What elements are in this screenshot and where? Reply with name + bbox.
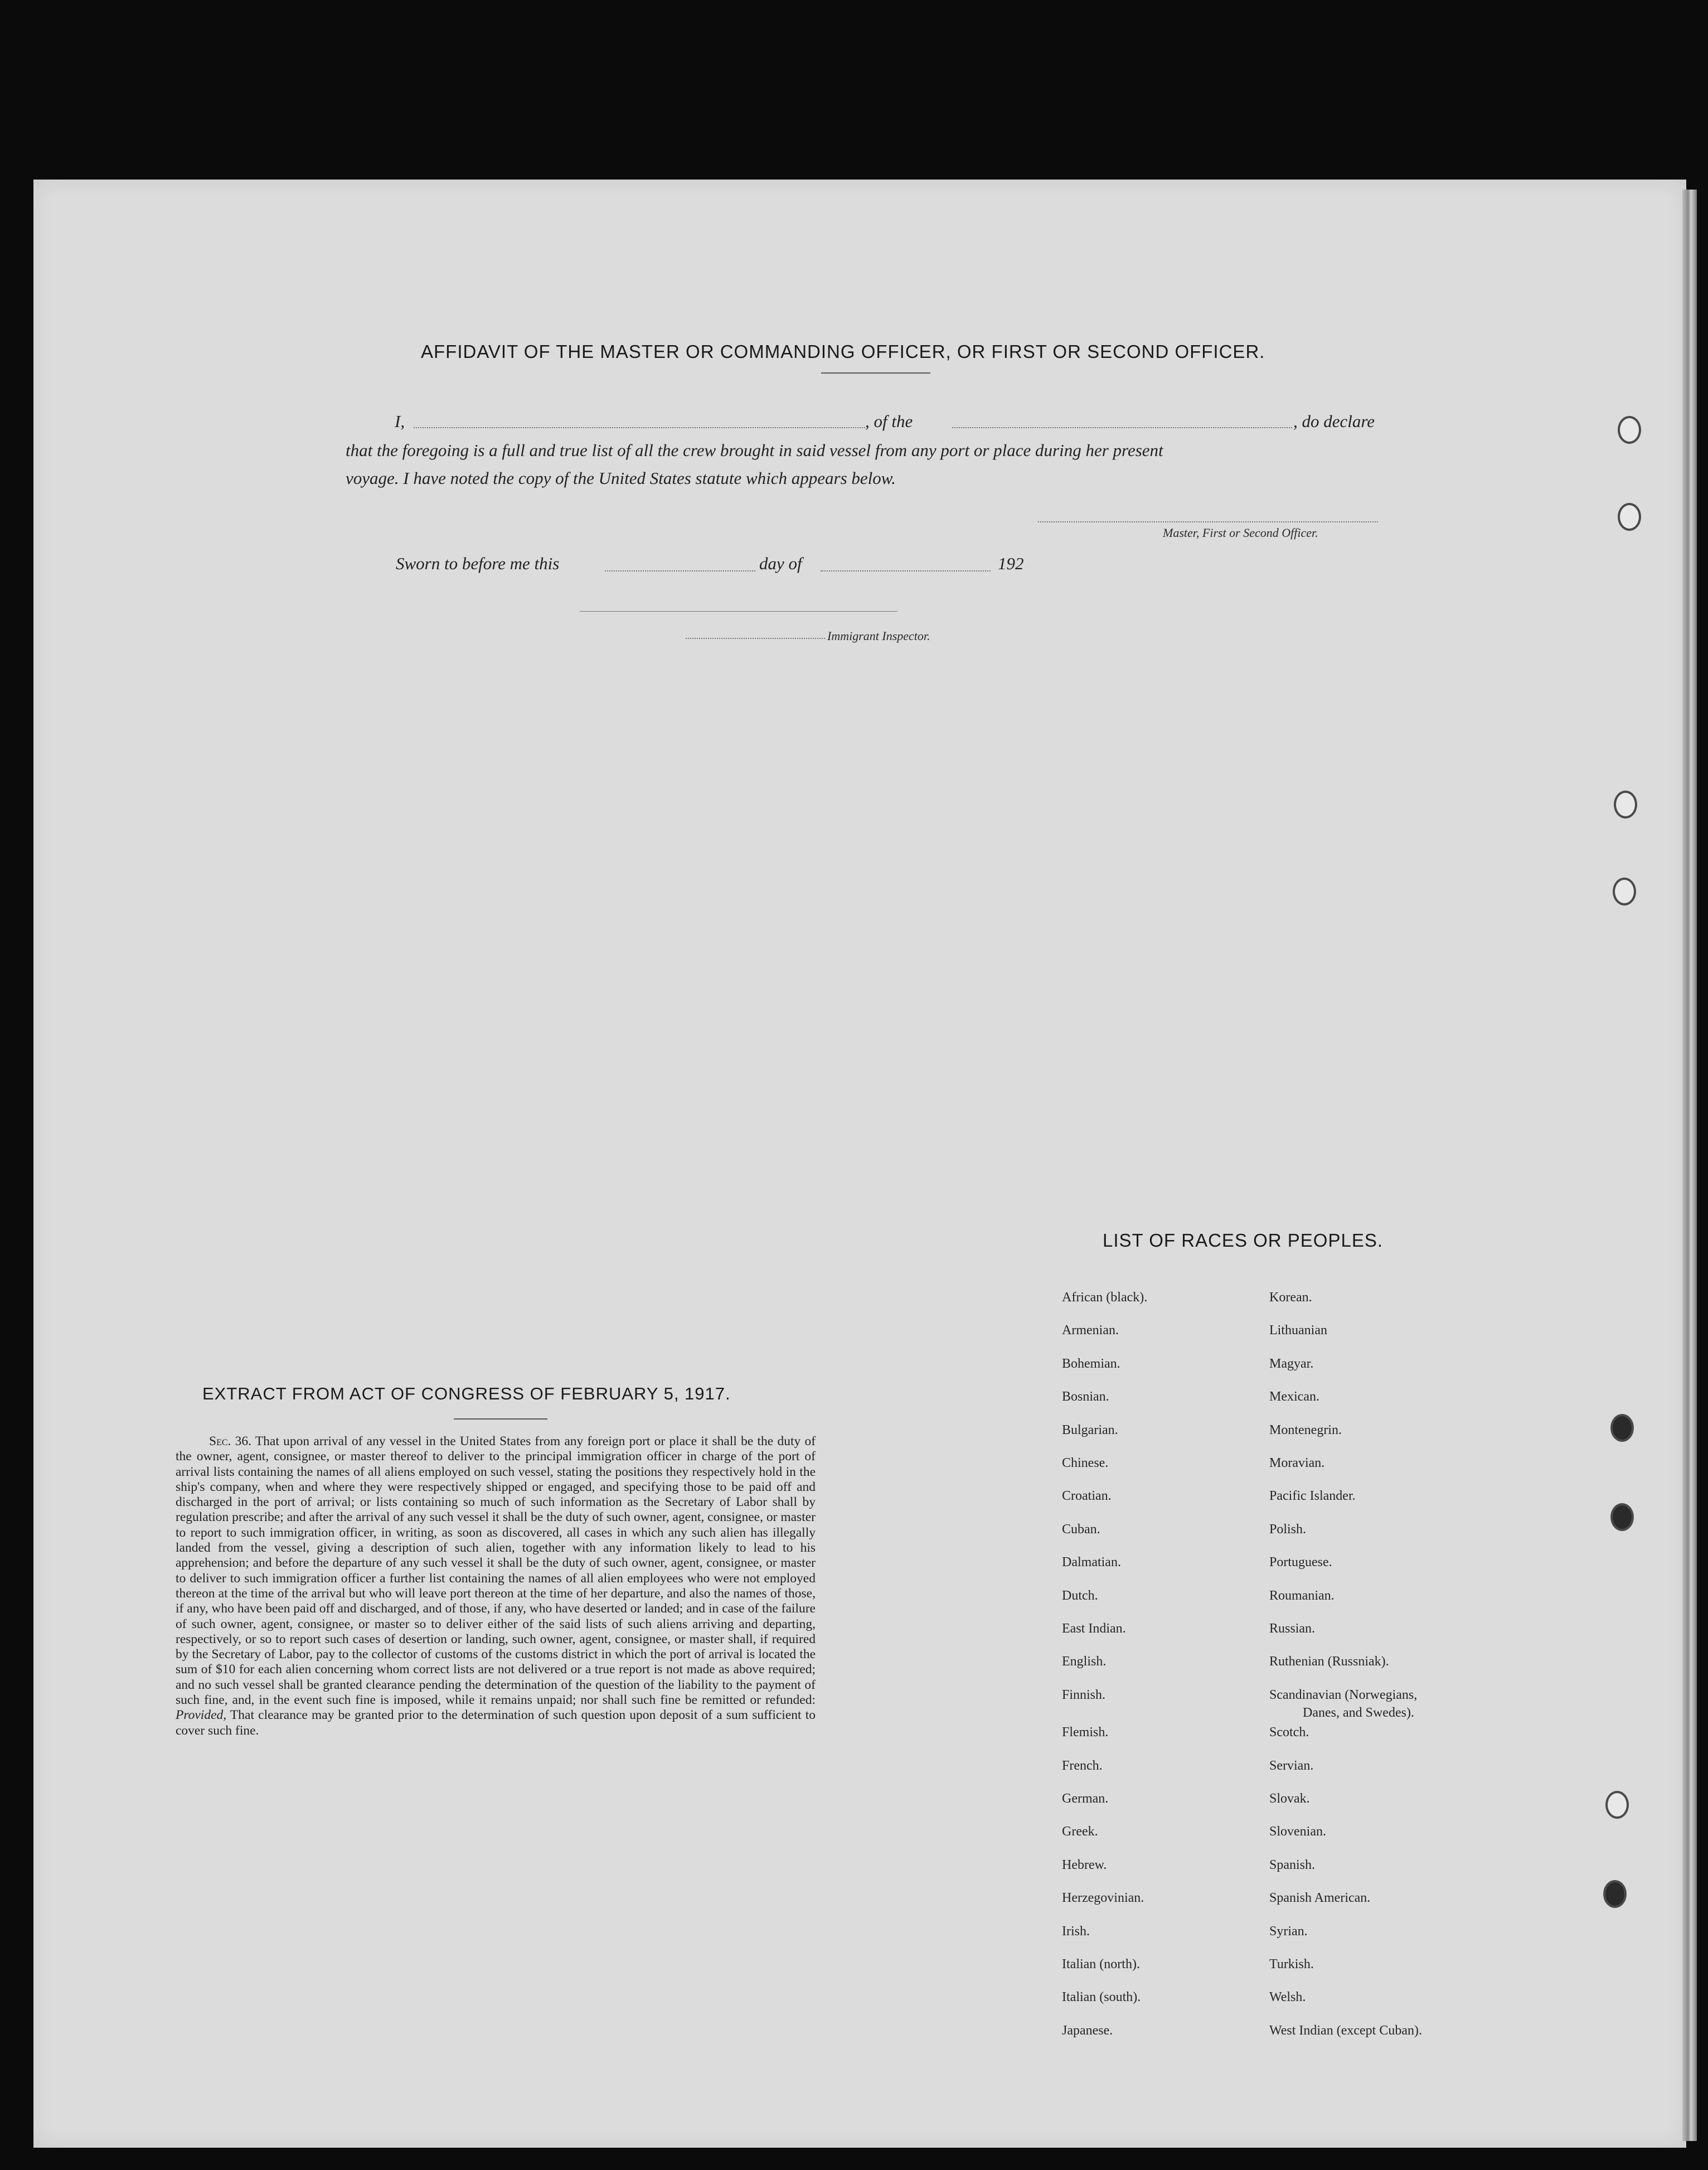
race-item: Magyar. bbox=[1269, 1356, 1314, 1371]
master-name-field[interactable] bbox=[414, 427, 865, 428]
race-item: Roumanian. bbox=[1269, 1588, 1335, 1603]
affidavit-of-the-label: , of the bbox=[865, 411, 913, 431]
binder-hole bbox=[1610, 1503, 1634, 1531]
affidavit-i-label: I, bbox=[395, 411, 405, 431]
race-item: Greek. bbox=[1062, 1824, 1098, 1839]
race-item: Mexican. bbox=[1269, 1389, 1319, 1404]
race-item: Scandinavian (Norwegians, bbox=[1269, 1687, 1418, 1702]
inspector-name-field[interactable] bbox=[580, 611, 897, 612]
binder-hole bbox=[1605, 1791, 1629, 1819]
race-item: Spanish. bbox=[1269, 1857, 1316, 1872]
extract-heading-rule bbox=[454, 1418, 547, 1420]
race-item: German. bbox=[1062, 1791, 1109, 1806]
race-item-continuation: Danes, and Swedes). bbox=[1303, 1705, 1414, 1720]
race-item: French. bbox=[1062, 1758, 1103, 1773]
master-signature-caption: Master, First or Second Officer. bbox=[1163, 526, 1318, 540]
race-item: Moravian. bbox=[1269, 1456, 1325, 1470]
master-signature-field[interactable] bbox=[1038, 521, 1378, 522]
race-item: Chinese. bbox=[1062, 1456, 1109, 1470]
race-item: Irish. bbox=[1062, 1924, 1090, 1939]
race-item: Pacific Islander. bbox=[1269, 1489, 1356, 1504]
race-item: Lithuanian bbox=[1269, 1323, 1327, 1338]
binder-hole bbox=[1613, 878, 1636, 905]
binder-hole bbox=[1618, 416, 1641, 444]
affidavit-line-2: that the foregoing is a full and true list of all the crew brought in said vessel from any port or place during her present bbox=[346, 440, 1163, 460]
race-item: Italian (north). bbox=[1062, 1957, 1140, 1972]
race-item: Finnish. bbox=[1062, 1687, 1106, 1702]
race-item: Japanese. bbox=[1062, 2023, 1113, 2038]
race-item: Spanish American. bbox=[1269, 1891, 1371, 1906]
race-item: Bulgarian. bbox=[1062, 1422, 1118, 1437]
affidavit-heading: AFFIDAVIT OF THE MASTER OR COMMANDING OFFICER, OR FIRST OR SECOND OFFICER. bbox=[421, 341, 1265, 362]
section-label: Sec. 36. bbox=[209, 1434, 251, 1449]
year-label: 192 bbox=[998, 554, 1024, 573]
binder-hole bbox=[1618, 503, 1641, 531]
provided-label: Provided, bbox=[176, 1708, 227, 1723]
race-item: Croatian. bbox=[1062, 1489, 1112, 1504]
race-item: Montenegrin. bbox=[1269, 1422, 1342, 1437]
page-edge bbox=[1682, 190, 1697, 2141]
race-item: Korean. bbox=[1269, 1290, 1312, 1305]
race-item: Servian. bbox=[1269, 1758, 1314, 1773]
race-item: Bosnian. bbox=[1062, 1389, 1109, 1404]
sworn-month-field[interactable] bbox=[821, 570, 991, 571]
race-item: Armenian. bbox=[1062, 1323, 1119, 1338]
race-item: Russian. bbox=[1269, 1621, 1316, 1636]
vessel-name-field[interactable] bbox=[952, 427, 1292, 428]
race-item: Dalmatian. bbox=[1062, 1555, 1121, 1570]
race-item: West Indian (except Cuban). bbox=[1269, 2023, 1422, 2038]
race-item: East Indian. bbox=[1062, 1621, 1126, 1636]
inspector-signature-field[interactable] bbox=[686, 638, 825, 639]
sworn-label: Sworn to before me this bbox=[396, 554, 560, 573]
race-item: Bohemian. bbox=[1062, 1356, 1120, 1371]
sworn-day-field[interactable] bbox=[605, 570, 755, 571]
race-item: Ruthenian (Russniak). bbox=[1269, 1654, 1389, 1669]
binder-hole bbox=[1610, 1414, 1634, 1442]
inspector-caption: Immigrant Inspector. bbox=[827, 629, 930, 643]
binder-hole bbox=[1614, 791, 1637, 818]
race-item: Polish. bbox=[1269, 1522, 1307, 1537]
race-item: Italian (south). bbox=[1062, 1990, 1141, 2005]
race-item: Herzegovinian. bbox=[1062, 1891, 1144, 1906]
races-heading: LIST OF RACES OR PEOPLES. bbox=[1103, 1230, 1384, 1251]
race-item: Syrian. bbox=[1269, 1924, 1308, 1939]
race-item: Slovenian. bbox=[1269, 1824, 1326, 1839]
race-item: English. bbox=[1062, 1654, 1107, 1669]
affidavit-heading-rule bbox=[821, 372, 930, 374]
race-item: Hebrew. bbox=[1062, 1857, 1107, 1872]
race-item: Portuguese. bbox=[1269, 1555, 1332, 1570]
day-of-label: day of bbox=[759, 554, 802, 573]
extract-text-a: That upon arrival of any vessel in the United States from any foreign port or place it shall be the duty of the owner, agent, consignee, or master thereof to deliver to the principal immigration officer in charge of the port of arrival lists containing the names of all aliens employed on such vessel, stating the positions they respectively hold in the ship's company, when and where they were respectively shipped or engaged, and specifying those to be paid off and discharged in the port of arrival; or lists containing so much of such information as the Secretary of Labor shall by regulation prescribe; and after the arrival of any such vessel it shall be the duty of such owner, agent, consignee, or master to report to such immigration officer, in writing, as soon as discovered, all cases in which any such alien has illegally landed from the vessel, giving a description of such alien, together with any information likely to lead to his apprehension; and before the departure of any such vessel it shall be the duty of such owner, agent, consignee, or master to deliver to such immigration officer a further list containing the names of all alien employees who were not employed thereon at the time of the arrival but who will leave port thereon at the time of her departure, and also the names of those, if any, who have been paid off and discharged, and of those, if any, who have deserted or landed; and in case of the failure of such owner, agent, consignee, or master so to deliver either of the said lists of such aliens arriving and departing, respectively, or so to report such cases of desertion or landing, such owner, agent, consignee, or master shall, if required by the Secretary of Labor, pay to the collector of customs of the customs district in which the port of arrival is located the sum of $10 for each alien concerning whom correct lists are not delivered or a true report is not made as above required; and no such vessel shall be granted clearance pending the determination of the question of the liability to the payment of such fine, and, in the event such fine is imposed, while it remains unpaid; nor shall such fine be remitted or refunded: bbox=[176, 1434, 816, 1708]
race-item: Turkish. bbox=[1269, 1957, 1314, 1972]
affidavit-declare-label: , do declare bbox=[1293, 411, 1375, 431]
race-item: Cuban. bbox=[1062, 1522, 1100, 1537]
extract-text-b: That clearance may be granted prior to the determination of such question upon deposit of a sum sufficient to cover such fine. bbox=[176, 1708, 816, 1738]
race-item: Flemish. bbox=[1062, 1725, 1109, 1740]
extract-body bbox=[176, 1434, 816, 1738]
race-item: Slovak. bbox=[1269, 1791, 1310, 1806]
affidavit-line-3: voyage. I have noted the copy of the United States statute which appears below. bbox=[346, 468, 896, 488]
race-item: Dutch. bbox=[1062, 1588, 1098, 1603]
race-item: Scotch. bbox=[1269, 1725, 1309, 1740]
race-item: African (black). bbox=[1062, 1290, 1148, 1305]
race-item: Welsh. bbox=[1269, 1990, 1306, 2005]
extract-heading: EXTRACT FROM ACT OF CONGRESS OF FEBRUARY 5, 1917. bbox=[202, 1384, 731, 1403]
binder-hole bbox=[1603, 1880, 1627, 1908]
